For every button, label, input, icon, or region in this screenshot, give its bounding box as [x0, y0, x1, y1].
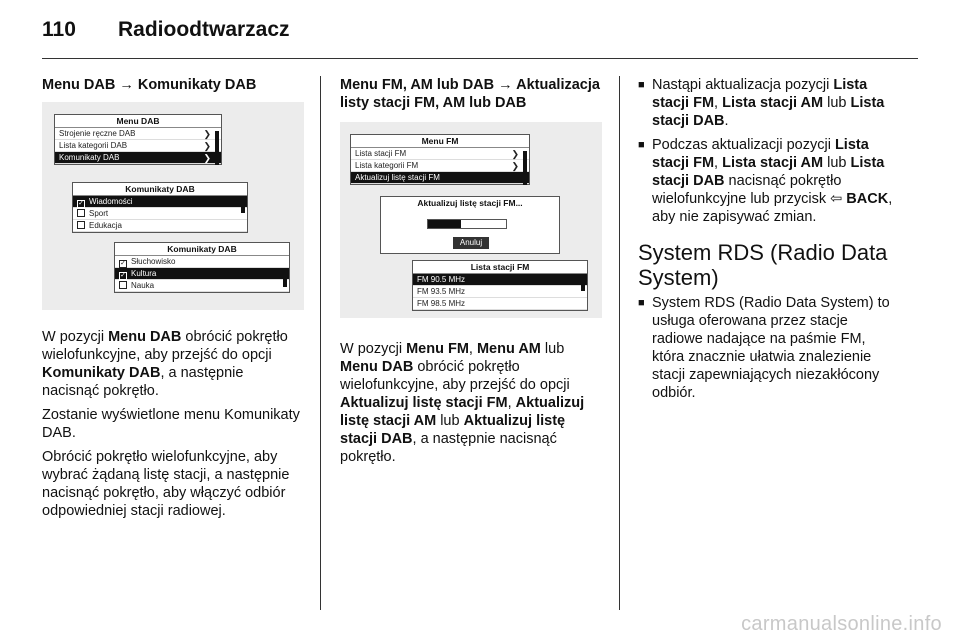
window-title: Menu FM: [351, 135, 529, 148]
header-rule: [42, 58, 918, 59]
list-item: Lista stacji FM ❯: [351, 148, 529, 160]
progress-bar: [427, 219, 507, 229]
chevron-right-icon: ❯: [511, 161, 519, 171]
list-item-selected: FM 90.5 MHz: [413, 274, 587, 286]
chevron-right-icon: ❯: [511, 149, 519, 159]
section-title: System RDS (Radio Data System): [638, 240, 888, 290]
window-title: Lista stacji FM: [413, 261, 587, 274]
bullet-item: ■ System RDS (Radio Data System) to usługa oferowana przez stacje radiowe nadające na paśmie FM, która znacznie ułatwia znalezienie stacji zapewniających niezakłócony odbiór.: [638, 294, 900, 402]
dialog-title: Aktualizuj listę stacji FM...: [417, 198, 523, 208]
window-title: Menu DAB: [55, 115, 221, 128]
list-item: Nauka: [115, 280, 289, 292]
checkbox-icon: [77, 209, 85, 217]
page-title: Radioodtwarzacz: [118, 18, 290, 41]
column-divider: [619, 76, 620, 610]
checkbox-checked-icon: ✓: [120, 272, 126, 279]
chevron-right-icon: ❯: [203, 129, 211, 139]
page-header: [42, 18, 290, 48]
list-item: Sport: [73, 208, 247, 220]
scrollbar: [523, 151, 527, 185]
scrollbar: [215, 131, 219, 165]
update-dialog: [380, 196, 560, 254]
list-item: Lista kategorii FM ❯: [351, 160, 529, 172]
paragraph: W pozycji Menu DAB obrócić pokrętło wielofunkcyjne, aby przejść do opcji Komunikaty DAB, a następnie nacisnąć pokrętło.: [42, 329, 288, 399]
column-2: [340, 76, 602, 472]
chevron-right-icon: ❯: [203, 153, 211, 163]
watermark: carmanualsonline.info: [741, 613, 942, 635]
checkbox-icon: [119, 281, 127, 289]
page-number: 110: [42, 18, 76, 41]
scrollbar: [241, 199, 245, 213]
list-item: Strojenie ręczne DAB ❯: [55, 128, 221, 140]
fm-update-illustration: [340, 122, 602, 318]
paragraph: Obrócić pokrętło wielofunkcyjne, aby wybrać żądaną listę stacji, a następnie nacisnąć pokrętło, aby włączyć odbiór odpowiedniej stacji radiowej.: [42, 449, 290, 519]
dab-announcements-illustration: [42, 102, 304, 310]
station-list-window: [412, 260, 588, 311]
list-item: ✓ Słuchowisko: [115, 256, 289, 268]
menu-fm-window: [350, 134, 530, 185]
checkbox-checked-icon: ✓: [120, 260, 126, 267]
column-3: [638, 76, 900, 408]
bullet-item: ■ Podczas aktualizacji pozycji Lista stacji FM, Lista stacji AM lub Lista stacji DAB nacisnąć pokrętło wielofunkcyjne lub przycisk ⇦ BACK, aby nie zapisywać zmian.: [638, 136, 900, 226]
list-item-selected: ✓ Wiadomości: [73, 196, 247, 208]
list-item-selected: ✓ Kultura: [115, 268, 289, 280]
section-heading: Menu DAB → Komunikaty DAB: [42, 77, 257, 93]
bullet-item: ■ Nastąpi aktualizacja pozycji Lista stacji FM, Lista stacji AM lub Lista stacji DAB.: [638, 76, 900, 130]
list-item: FM 93.5 MHz: [413, 286, 587, 298]
paragraph: W pozycji Menu FM, Menu AM lub Menu DAB obrócić pokrętło wielofunkcyjne, aby przejść do opcji Aktualizuj listę stacji FM, Aktualizuj listę stacji AM lub Aktualizuj listę stacji DAB, a następnie nacisnąć pokrętło.: [340, 341, 585, 465]
section-heading: Menu FM, AM lub DAB → Aktualizacja listy stacji FM, AM lub DAB: [340, 77, 600, 111]
list-item-selected: Komunikaty DAB ❯: [55, 152, 221, 164]
scrollbar: [283, 273, 287, 287]
progress-fill: [428, 220, 461, 228]
window-title: Komunikaty DAB: [73, 183, 247, 196]
window-title: Komunikaty DAB: [115, 243, 289, 256]
scrollbar: [581, 277, 585, 291]
list-item-selected: Aktualizuj listę stacji FM: [351, 172, 529, 184]
paragraph: Zostanie wyświetlone menu Komunikaty DAB.: [42, 407, 300, 441]
back-arrow-icon: ⇦: [830, 191, 843, 207]
checkbox-icon: [77, 221, 85, 229]
cancel-button: Anuluj: [453, 237, 489, 249]
column-1: [42, 76, 304, 526]
list-item: FM 98.5 MHz: [413, 298, 587, 310]
list-item: Lista kategorii DAB ❯: [55, 140, 221, 152]
checkbox-checked-icon: ✓: [78, 200, 84, 207]
announcements-window-2: [114, 242, 290, 293]
chevron-right-icon: ❯: [203, 141, 211, 151]
column-divider: [320, 76, 321, 610]
announcements-window-1: [72, 182, 248, 233]
menu-dab-window: [54, 114, 222, 165]
list-item: Edukacja: [73, 220, 247, 232]
